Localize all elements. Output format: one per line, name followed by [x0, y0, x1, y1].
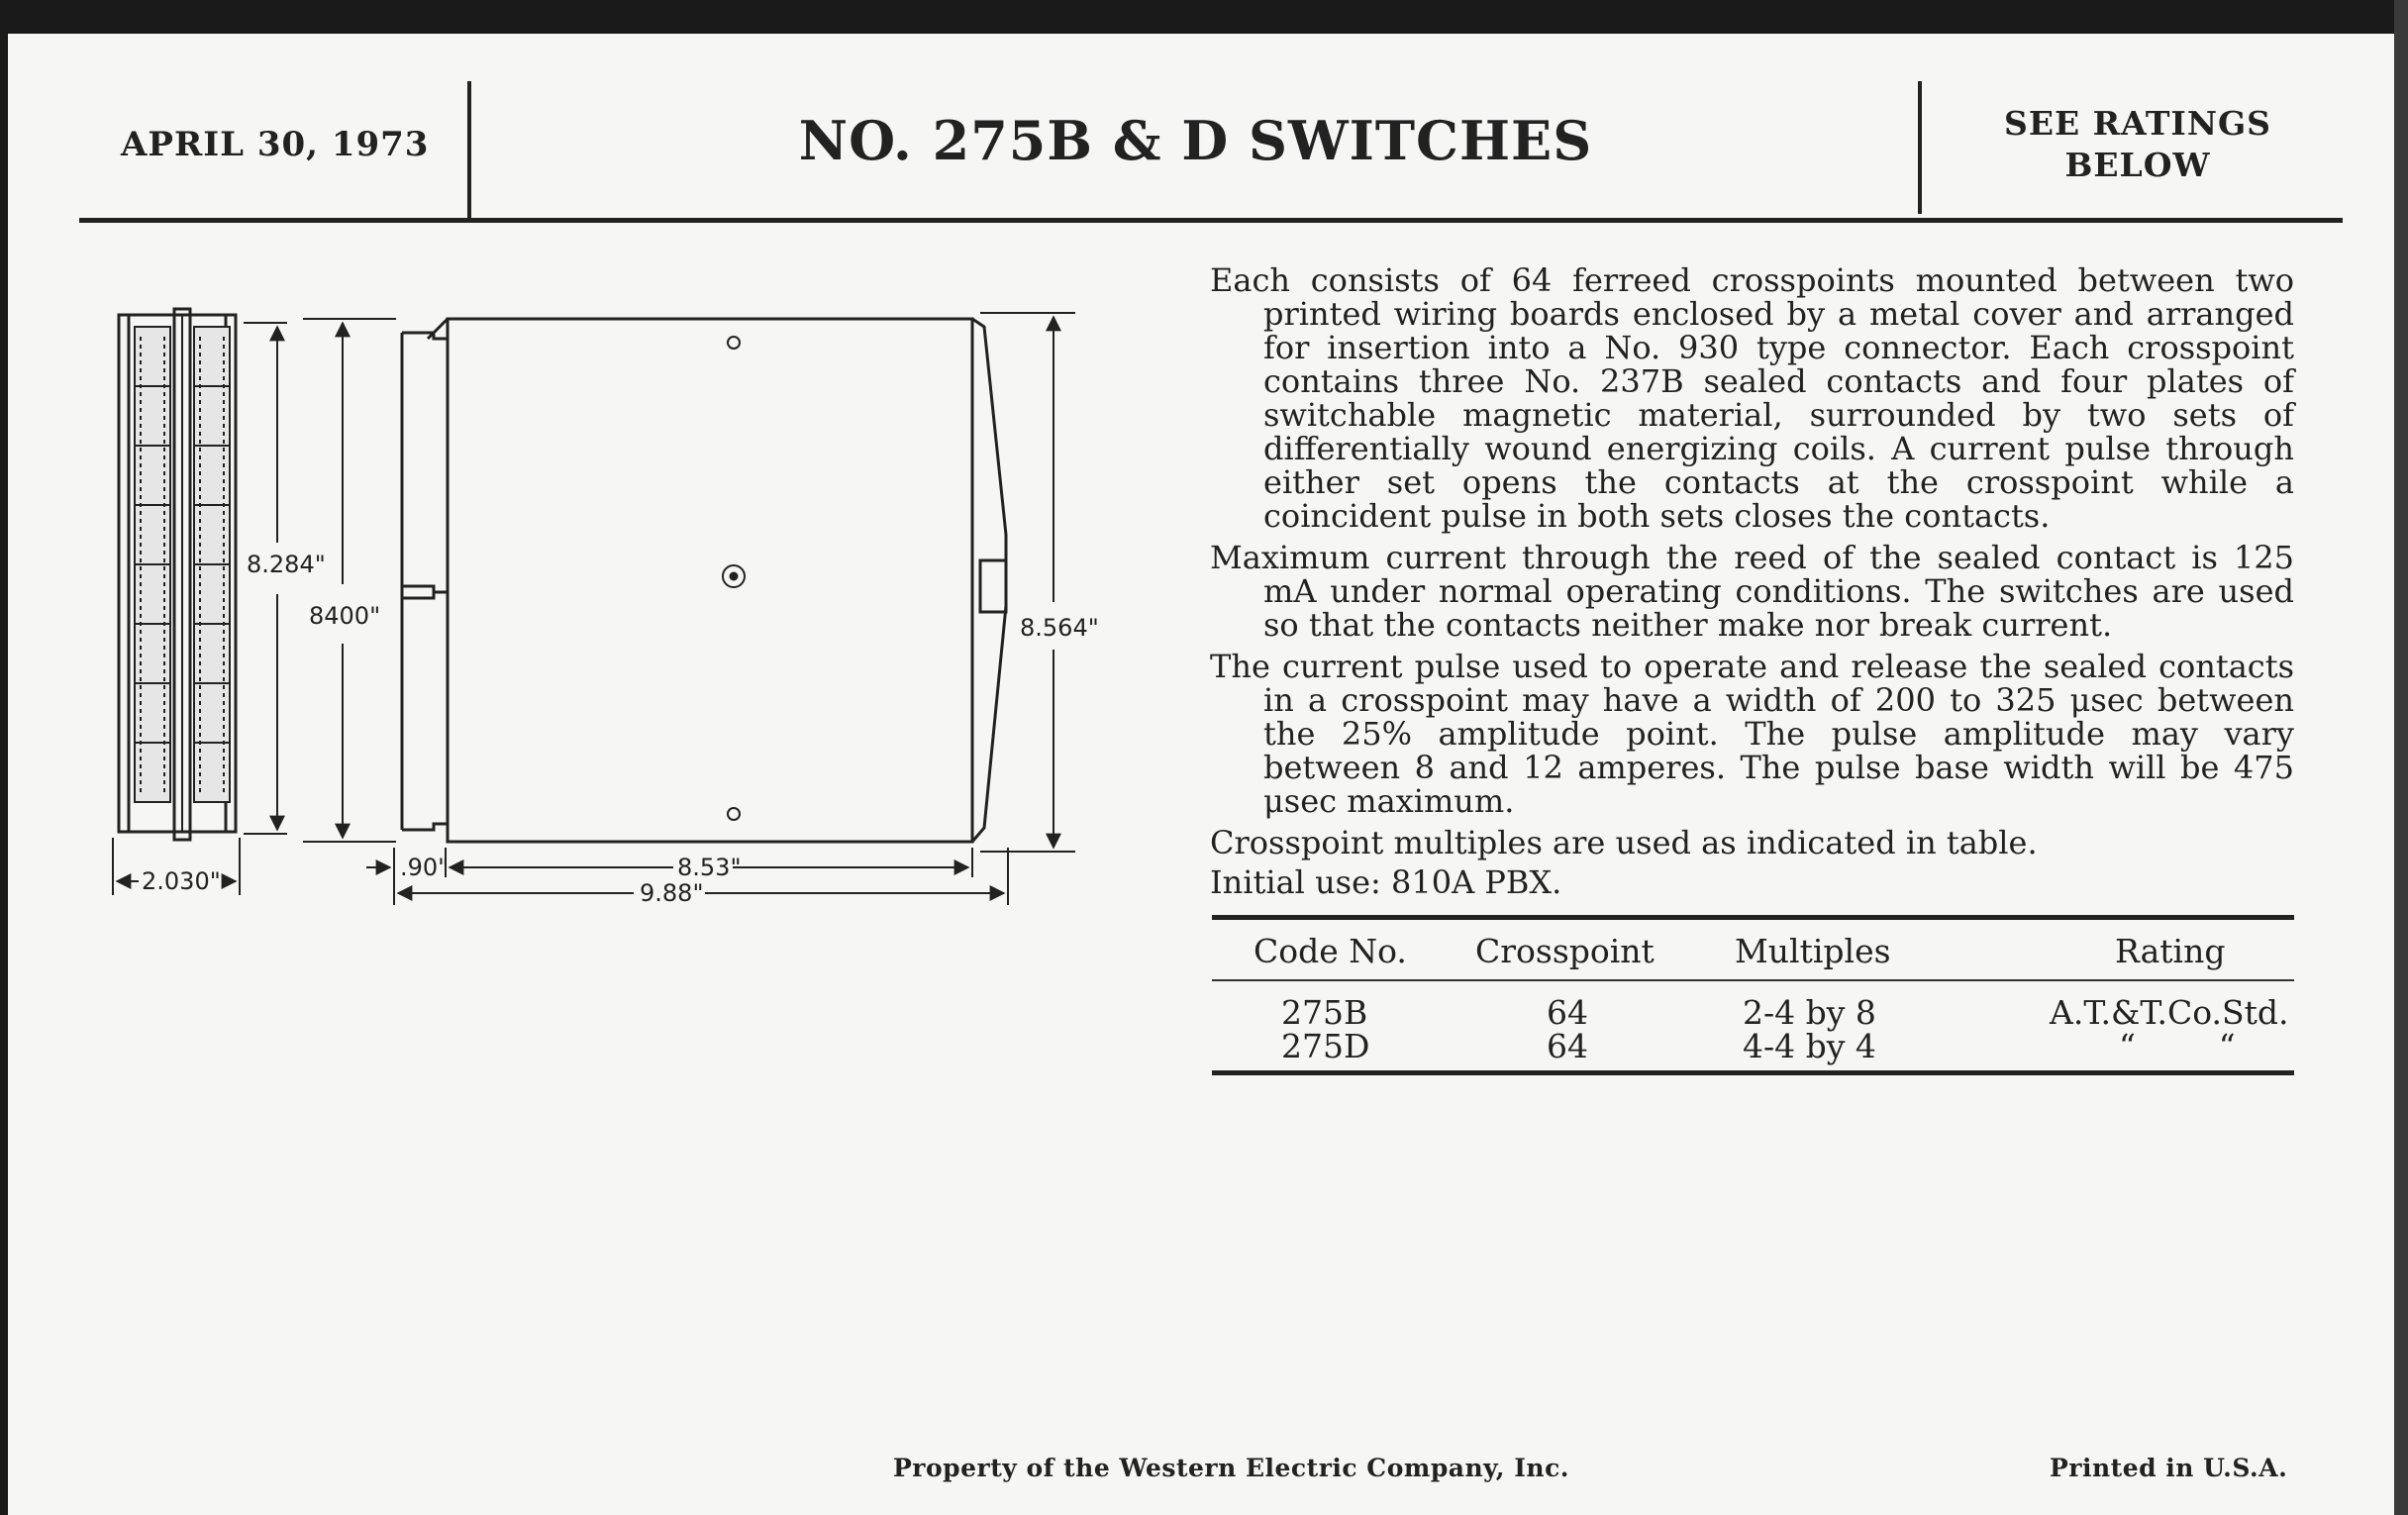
description-paragraph-2: Maximum current through the reed of the sealed contact is 125 mA under normal operating conditions. The switches are used so that the contacts neither make nor break current.: [1210, 539, 2294, 644]
description-paragraph-4: Crosspoint multiples are used as indicated in table.: [1210, 824, 2038, 861]
dim-total-height: 8.564": [1020, 614, 1099, 642]
description-paragraph-5: Initial use: 810A PBX.: [1210, 863, 1562, 901]
cell-code: 275B: [1281, 993, 1368, 1032]
issue-date: APRIL 30, 1973: [121, 125, 430, 164]
cell-multiples: 4-4 by 4: [1743, 1027, 1876, 1065]
footer-property: Property of the Western Electric Company, Inc.: [893, 1454, 1570, 1482]
table-header: [1212, 920, 2294, 979]
dim-lip: .90": [400, 854, 450, 881]
header-code: Code No.: [1254, 932, 1407, 970]
dim-body-length: 8.53": [677, 854, 742, 881]
dim-side-height: 8.284": [247, 551, 326, 578]
description-paragraph-3: The current pulse used to operate and release the sealed contacts in a crosspoint may have a width of 200 to 325 μsec between the 25% amplitude point. The pulse amplitude may vary between 8 and 12 amperes. The pulse base width will be 475 μsec maximum.: [1210, 648, 2294, 820]
ratings-line-2: BELOW: [2064, 146, 2211, 184]
cell-code: 275D: [1281, 1027, 1370, 1065]
cell-rating: A.T.&T.Co.Std.: [2050, 993, 2289, 1032]
page-title: NO. 275B & D SWITCHES: [798, 109, 1593, 172]
header-crosspoint: Crosspoint: [1475, 932, 1655, 970]
cell-rating: “ “: [2119, 1027, 2236, 1065]
description-paragraph-1: Each consists of 64 ferreed crosspoints mounted between two printed wiring boards enclosed by a metal cover and arranged for insertion into a No. 930 type connector. Each crosspoint contains three No. 237B sealed contacts and four plates of switchable magnetic material, surrounded by two sets of differentially wound energizing coils. A current pulse through either set opens the contacts at the crosspoint while a coincident pulse in both sets closes the contacts.: [1210, 261, 2294, 535]
header-rating: Rating: [2115, 932, 2226, 970]
cell-crosspoint: 64: [1547, 1027, 1588, 1065]
side-view: [119, 309, 236, 840]
table-bottom-rule: [1212, 1070, 2294, 1075]
ratings-table: [1212, 915, 2294, 1075]
dim-front-height: 8400": [309, 602, 381, 630]
ratings-line-1: SEE RATINGS: [2003, 104, 2272, 143]
table-row: [1212, 993, 2294, 1032]
description: [1210, 263, 2294, 907]
header-multiples: Multiples: [1735, 932, 1891, 970]
dim-side-width: 2.030": [142, 867, 221, 895]
cell-crosspoint: 64: [1547, 993, 1588, 1032]
cell-multiples: 2-4 by 8: [1743, 993, 1876, 1032]
dim-total-length: 9.88": [640, 879, 704, 907]
front-view: [402, 319, 1006, 842]
footer-printed: Printed in U.S.A.: [2050, 1454, 2288, 1482]
table-row: [1212, 1027, 2294, 1065]
